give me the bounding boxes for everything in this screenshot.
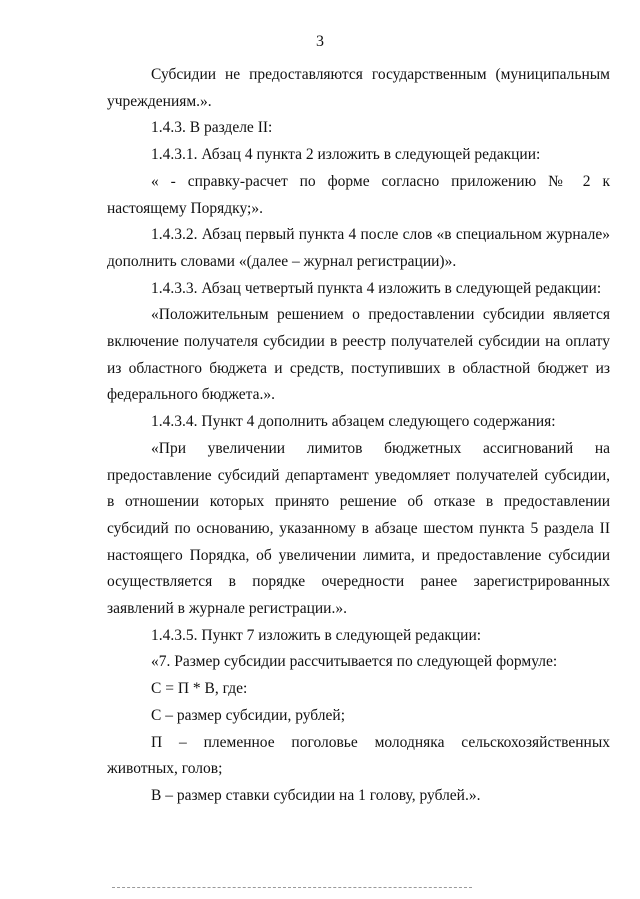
paragraph: «7. Размер субсидии рассчитывается по следующей формуле: (151, 653, 558, 671)
formula-definition: С – размер субсидии, рублей; (151, 706, 345, 724)
paragraph: 1.4.3.2. Абзац первый пункта 4 после слов «в специальном журнале» дополнить словами «(далее – журнал регистрации)». (107, 226, 610, 270)
paragraph: 1.4.3. В разделе II: (151, 119, 273, 137)
paragraph: «При увеличении лимитов бюджетных ассигнований на предоставление субсидий департамент уведомляет получателей субсидии, в отношении которых принято решение об отказе в предоставлении субсидий по основанию, указанному в абзаце шестом пункта 5 раздела II настоящего Порядка, об увеличении лимита, и предоставление субсидии осуществляется в порядке очередности ранее зарегистрированных заявлений в журнале регистрации.». (107, 439, 610, 618)
paragraph: Субсидии не предоставляются государственным (муниципальным учреждениям.». (107, 66, 610, 110)
paragraph: 1.4.3.4. Пункт 4 дополнить абзацем следующего содержания: (151, 413, 556, 431)
paragraph: 1.4.3.5. Пункт 7 изложить в следующей редакции: (151, 626, 482, 644)
paragraph: « - справку-расчет по форме согласно приложению № 2 к настоящему Порядку;». (107, 172, 610, 217)
formula: С = П * В, где: (151, 680, 248, 698)
scan-edge-line (112, 887, 472, 888)
formula-definition: П – племенное поголовье молодняка сельскохозяйственных животных, голов; (107, 733, 610, 778)
paragraph: 1.4.3.3. Абзац четвертый пункта 4 изложить в следующей редакции: (151, 279, 602, 297)
paragraph: «Положительным решением о предоставлении субсидии является включение получателя субсидии в реестр получателей субсидии на оплату из областного бюджета и средств, поступивших в областной бюджет из федерального бюджета.». (107, 306, 610, 404)
document-body (107, 62, 610, 810)
page-number: 3 (316, 33, 324, 50)
paragraph: 1.4.3.1. Абзац 4 пункта 2 изложить в следующей редакции: (151, 146, 541, 164)
formula-definition: В – размер ставки субсидии на 1 голову, рублей.». (151, 786, 481, 804)
